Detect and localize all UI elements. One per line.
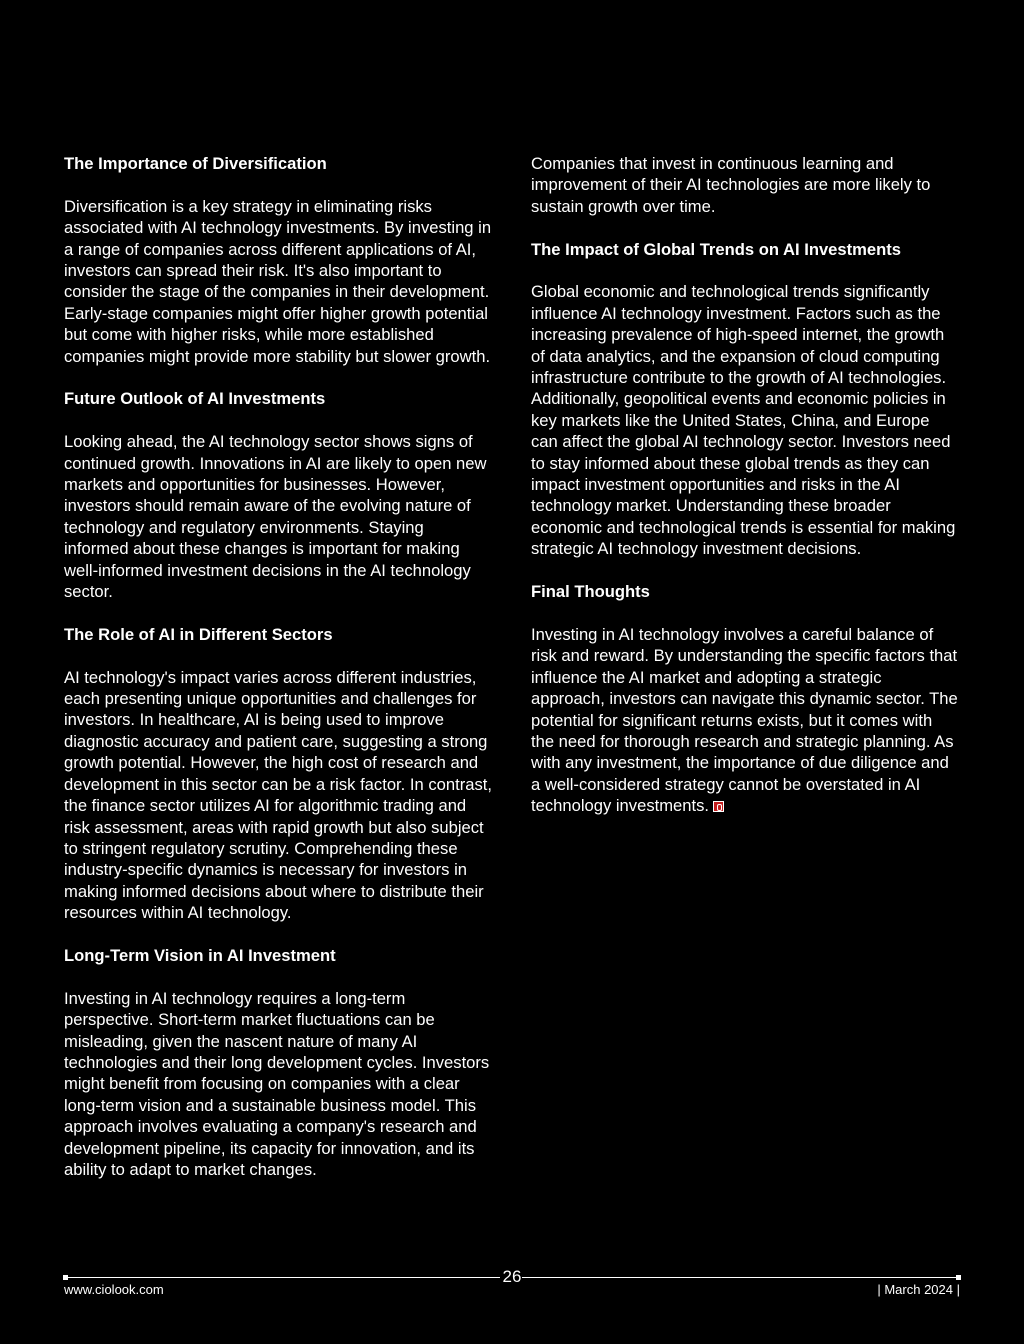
section-heading-final-thoughts: Final Thoughts [531,582,650,602]
section-body-global-trends: Global economic and technological trends significantly influence AI technology investment. Factors such as the increasing prevalence of high-speed internet, the growth of data analytics, and the expansion of cloud computing infrastructure contribute to the growth of AI technologies. Additionally, geopolitical events and economic policies in key markets like the United States, China, and Europe can affect the global AI technology sector. Investors need to stay informed about these global trends as they can impact investment opportunities and risks in the AI technology market. Understanding these broader economic and technological trends is essential for making strategic AI technology investment decisions. [531,282,956,559]
section-heading-role-of-ai: The Role of AI in Different Sectors [64,624,333,644]
section-heading-global-trends: The Impact of Global Trends on AI Investments [531,239,902,259]
section-body-final-thoughts [531,624,959,817]
footer-rule-right [522,1277,958,1278]
footer-issue-date: | March 2024 | [877,1282,960,1297]
ciolook-end-mark-icon [713,801,724,812]
footer-website: www.ciolook.com [64,1282,164,1297]
section-heading-diversification: The Importance of Diversification [64,154,327,173]
section-heading-long-term-vision: Long-Term Vision in AI Investment [64,945,336,965]
section-heading-future-outlook: Future Outlook of AI Investments [64,389,326,409]
left-column [64,153,492,1202]
section-body-role-of-ai: AI technology's impact varies across different industries, each presenting unique opportunities and challenges for investors. In healthcare, AI is being used to improve diagnostic accuracy and patient care, suggesting a strong growth potential. However, the high cost of research and development in this sector can be a risk factor. In contrast, the finance sector utilizes AI for algorithmic trading and risk assessment, areas with rapid growth but also subject to stringent regulatory scrutiny. Comprehending these industry-specific dynamics is necessary for investors in making informed decisions about where to distribute their resources within AI technology. [64,667,492,923]
footer-right-dot [956,1275,961,1280]
final-thoughts-text: Investing in AI technology involves a careful balance of risk and reward. By understanding the specific factors that influence the AI market and adopting a strategic approach, investors can navigate this dynamic sector. The potential for significant returns exists, but it comes with the need for thorough research and strategic planning. As with any investment, the importance of due diligence and a well-considered strategy cannot be overstated in AI technology investments. [531,624,958,816]
continuation-paragraph: Companies that invest in continuous learning and improvement of their AI technologies are more likely to sustain growth over time. [531,154,931,216]
right-column [531,153,959,838]
section-body-future-outlook: Looking ahead, the AI technology sector shows signs of continued growth. Innovations in AI are likely to open new markets and opportunities for businesses. However, investors should remain aware of the evolving nature of technology and regulatory environments. Staying informed about these changes is important for making well-informed investment decisions in the AI technology sector. [64,432,487,602]
footer-rule-left [66,1277,500,1278]
section-body-diversification: Diversification is a key strategy in eliminating risks associated with AI technology investments. By investing in a range of companies across different applications of AI, investors can spread their risk. It's also important to consider the stage of the companies in their development. Early-stage companies might offer higher growth potential but come with higher risks, while more established companies might provide more stability but slower growth. [64,196,492,366]
section-body-long-term-vision: Investing in AI technology requires a long-term perspective. Short-term market fluctuations can be misleading, given the nascent nature of many AI technologies and their long development cycles. Investors might benefit from focusing on companies with a clear long-term vision and a sustainable business model. This approach involves evaluating a company's research and development pipeline, its capacity for innovation, and its ability to adapt to market changes. [64,988,490,1179]
page-number: 26 [502,1267,522,1286]
